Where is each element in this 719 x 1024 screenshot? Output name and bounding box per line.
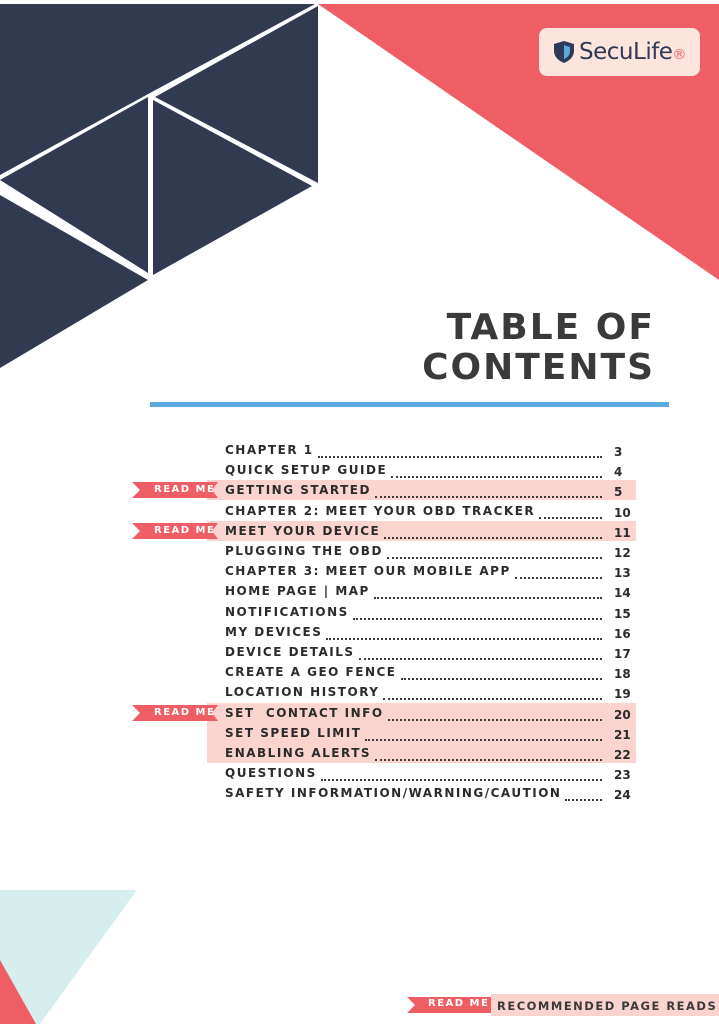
toc-entry-label: SET CONTACT INFO (225, 705, 384, 720)
toc-leader-dots (388, 705, 602, 721)
toc-page-number: 19 (614, 687, 631, 702)
footer-legend: RECOMMENDED PAGE READS (497, 999, 718, 1013)
toc-entry-label: MEET YOUR DEVICE (225, 523, 381, 538)
toc-entry-label: DEVICE DETAILS (225, 645, 355, 659)
title-line-2: CONTENTS (422, 347, 655, 388)
toc-entry-label: NOTIFICATIONS (225, 604, 349, 619)
toc-leader-dots (565, 785, 602, 801)
title-divider (150, 402, 669, 407)
toc-entry-label: CREATE A GEO FENCE (225, 665, 397, 680)
toc-leader-dots (374, 583, 602, 599)
toc-page-number: 20 (614, 707, 631, 722)
toc-page-number: 24 (614, 788, 631, 803)
toc-row[interactable] (0, 501, 719, 521)
toc-row[interactable] (0, 662, 719, 682)
read-me-label: READ ME (154, 706, 216, 718)
toc-page-number: 17 (614, 647, 631, 661)
toc-page-number: 18 (614, 667, 631, 682)
toc-row[interactable] (0, 521, 719, 541)
shield-icon (553, 40, 575, 64)
toc-row[interactable] (0, 642, 719, 662)
toc-entry-label: CHAPTER 1 (225, 443, 314, 457)
toc-entry-label: PLUGGING THE OBD (225, 544, 383, 558)
toc-entry-label: SET SPEED LIMIT (225, 725, 362, 740)
toc-entry-label: HOME PAGE | MAP (225, 584, 370, 599)
toc-entry-label: CHAPTER 2: MEET YOUR OBD TRACKER (225, 503, 536, 518)
toc-row[interactable] (0, 561, 719, 581)
toc-leader-dots (401, 664, 602, 680)
toc-page-number: 16 (614, 626, 631, 641)
registered-mark: ® (672, 47, 686, 63)
toc-entry-label: QUICK SETUP GUIDE (225, 463, 388, 478)
toc-entry-label: LOCATION HISTORY (225, 685, 380, 700)
toc-page-number: 12 (614, 546, 631, 560)
toc-page-number: 23 (614, 768, 631, 783)
footer-read-me: READ ME (428, 998, 490, 1009)
title-line-1: TABLE OF (446, 307, 655, 348)
toc-leader-dots (539, 503, 602, 519)
brand-name-text: SecuLife (579, 39, 673, 65)
read-me-label: READ ME (154, 524, 216, 536)
toc-leader-dots (365, 725, 602, 741)
toc-row[interactable] (0, 622, 719, 642)
toc-entry-label: GETTING STARTED (225, 483, 371, 498)
toc-row[interactable] (0, 682, 719, 702)
toc-leader-dots (387, 543, 602, 559)
toc-row[interactable] (0, 581, 719, 601)
toc-leader-dots (383, 684, 602, 700)
brand-logo (539, 28, 700, 76)
toc-page-number: 4 (614, 465, 623, 480)
brand-name (579, 39, 686, 65)
toc-leader-dots (375, 745, 602, 761)
toc-leader-dots (375, 482, 602, 498)
toc-leader-dots (391, 462, 602, 478)
toc-page-number: 15 (614, 606, 631, 621)
toc-leader-dots (326, 624, 602, 640)
toc-page-number: 5 (614, 485, 623, 500)
page-title (422, 308, 655, 388)
toc-leader-dots (515, 563, 602, 579)
toc-row[interactable] (0, 763, 719, 783)
toc-row[interactable] (0, 480, 719, 500)
toc-page-number: 13 (614, 566, 631, 581)
toc-page-number: 10 (614, 505, 631, 520)
toc-page-number: 3 (614, 445, 623, 459)
toc-row[interactable] (0, 723, 719, 743)
toc-entry-label: QUESTIONS (225, 766, 317, 781)
toc-row[interactable] (0, 783, 719, 803)
toc-entry-label: SAFETY INFORMATION/WARNING/CAUTION (225, 786, 562, 801)
toc-row[interactable] (0, 541, 719, 561)
toc-row[interactable] (0, 440, 719, 460)
toc-leader-dots (321, 765, 602, 781)
toc-page-number: 21 (614, 727, 631, 742)
toc-row[interactable] (0, 460, 719, 480)
toc-leader-dots (359, 644, 602, 660)
toc-page-number: 14 (614, 586, 631, 601)
toc-page-number: 11 (614, 525, 631, 540)
toc-entry-label: ENABLING ALERTS (225, 746, 372, 760)
toc-page-number: 22 (614, 748, 631, 762)
toc-leader-dots (384, 523, 602, 539)
toc-row[interactable] (0, 703, 719, 723)
read-me-label: READ ME (154, 484, 216, 496)
toc-entry-label: CHAPTER 3: MEET OUR MOBILE APP (225, 564, 511, 579)
toc-entry-label: MY DEVICES (225, 624, 323, 639)
toc-leader-dots (318, 442, 602, 458)
toc-leader-dots (353, 604, 602, 620)
toc-row[interactable] (0, 743, 719, 763)
toc-row[interactable] (0, 602, 719, 622)
